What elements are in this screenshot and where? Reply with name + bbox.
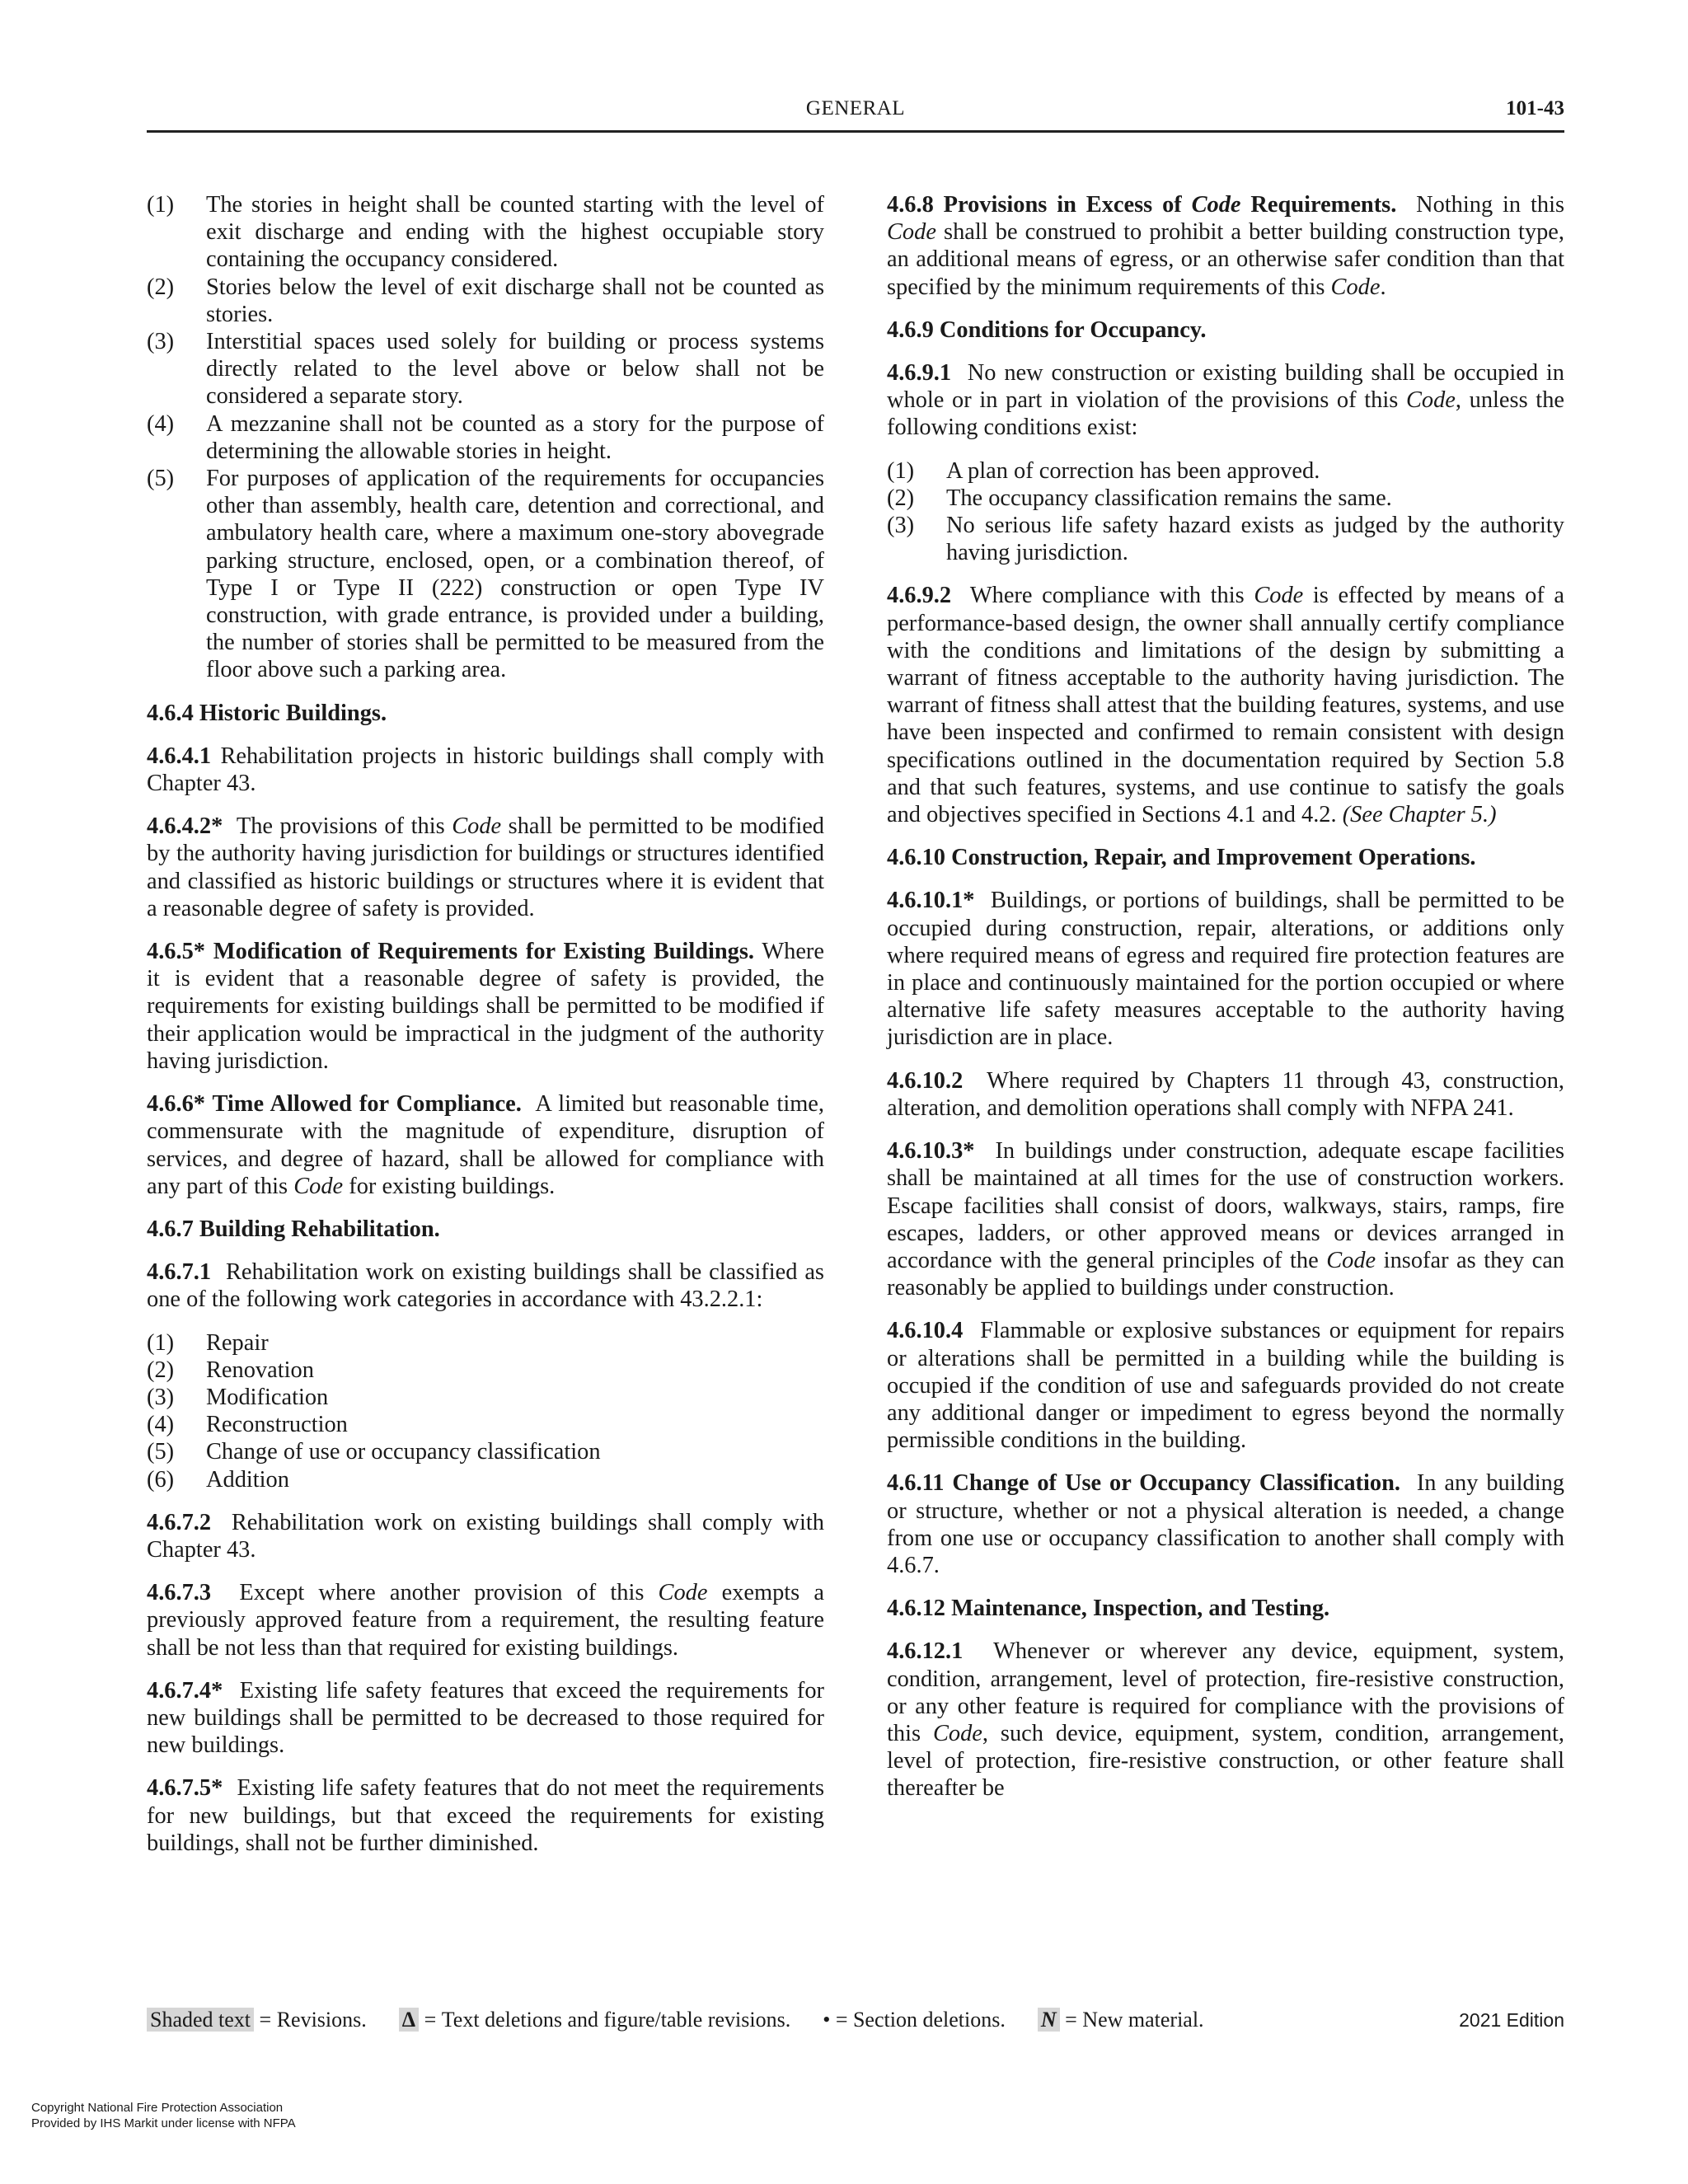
para-4-6-12-1: 4.6.12.1 Whenever or wherever any device, equipment, system, condition, arrangement, level of protection, fire-resistive construction, or any other feature is required for compliance with the provisions of this Code, such device, equipment, system, condition, arrangement, level of protection, fire-resistive construction, or other feature shall thereafter be — [887, 1638, 1564, 1802]
right-column — [887, 191, 1564, 1818]
para-4-6-4-2: 4.6.4.2* The provisions of this Code shall be permitted to be modified by the authority having jurisdiction for buildings or structures identified and classified as historic buildings or structures where it is evident that a reasonable degree of safety is provided. — [147, 813, 824, 921]
heading-4-6-7: 4.6.7 Building Rehabilitation. — [147, 1216, 440, 1242]
list-item — [147, 1329, 824, 1357]
para-4-6-7-2: 4.6.7.2 Rehabilitation work on existing buildings shall comply with Chapter 43. — [147, 1509, 824, 1563]
para-4-6-10-2: 4.6.10.2 Where required by Chapters 11 through 43, construction, alteration, and demolition operations shall comply with NFPA 241. — [887, 1067, 1564, 1121]
copyright-notice: Copyright National Fire Protection Association Provided by IHS Markit under license with NFPA — [31, 2101, 296, 2130]
para-4-6-7-3: 4.6.7.3 Except where another provision of this Code exempts a previously approved feature from a requirement, the resulting feature shall be not less than that required for existing buildings. — [147, 1580, 824, 1661]
list-item-text: A mezzanine shall not be counted as a story for the purpose of determining the allowable stories in height. — [206, 410, 824, 464]
list-item-number: (5) — [147, 466, 175, 492]
list-item-number: (1) — [147, 1329, 175, 1356]
para-4-6-9-1: 4.6.9.1 No new construction or existing building shall be occupied in whole or in part in violation of the provisions of this Code, unless the following conditions exist: — [887, 360, 1564, 441]
list-item-number: (3) — [147, 329, 175, 355]
heading-4-6-10: 4.6.10 Construction, Repair, and Improvement Operations. — [887, 845, 1476, 871]
new-material-icon: N — [1038, 2008, 1060, 2032]
heading-4-6-4: 4.6.4 Historic Buildings. — [147, 700, 387, 726]
para-4-6-10-4: 4.6.10.4 Flammable or explosive substances or equipment for repairs or alterations shall be permitted in a building while the building is occupied if the condition of use and safeguards provided do not create any additional danger or impediment to egress beyond the normally permissible conditions in the building. — [887, 1318, 1564, 1454]
list-item-text: For purposes of application of the requirements for occupancies other than assembly, health care, detention and correctional, and ambulatory health care, where a maximum one-story abovegrade parking structure, enclosed, open, or a combination thereof, of Type I or Type II (222) construction or open Type IV construction, with grade entrance, is provided under a building, the number of stories shall be permitted to be measured from the floor above such a parking area. — [206, 466, 824, 683]
list-item-text: Reconstruction — [206, 1412, 348, 1438]
list-item-text: No serious life safety hazard exists as judged by the authority having jurisdiction. — [946, 513, 1564, 566]
para-4-6-10-1: 4.6.10.1* Buildings, or portions of buildings, shall be permitted to be occupied during construction, repair, alterations, or additions only where required means of egress and required fire protection features are in place and continuously maintained for the portion occupied or where alternative life safety measures acceptable to the authority having jurisdiction are in place. — [887, 888, 1564, 1051]
para-4-6-6: 4.6.6* Time Allowed for Compliance. A limited but reasonable time, commensurate with the magnitude of expenditure, disruption of services, and degree of hazard, shall be allowed for compliance with any part of this Code for existing buildings. — [147, 1091, 824, 1199]
list-item-number: (2) — [887, 485, 915, 511]
list-item-number: (3) — [147, 1384, 175, 1410]
list-item — [147, 1466, 824, 1493]
list-item-text: The occupancy classification remains the same. — [946, 485, 1392, 511]
list-item-text: Addition — [206, 1466, 289, 1493]
para-4-6-10-3: 4.6.10.3* In buildings under construction, adequate escape facilities shall be maintained at all times for the use of construction workers. Escape facilities shall consist of doors, walkways, stairs, ramps, fire escapes, ladders, or other approved means or devices arranged in accordance with the general principles of the Code insofar as they can reasonably be applied to buildings under construction. — [887, 1138, 1565, 1301]
list-item — [147, 410, 824, 465]
list-item-text: The stories in height shall be counted starting with the level of exit discharge and ending with the highest occupiable story containing the occupancy considered. — [206, 192, 824, 273]
list-item — [147, 274, 824, 328]
work-categories-list — [147, 1329, 824, 1493]
list-item-text: Repair — [206, 1329, 269, 1356]
list-item — [887, 457, 1564, 485]
para-4-6-7-1: 4.6.7.1 Rehabilitation work on existing buildings shall be classified as one of the following work categories in accordance with 43.2.2.1: — [147, 1259, 824, 1313]
list-item — [147, 191, 824, 274]
running-header — [147, 97, 1564, 133]
list-item-text: A plan of correction has been approved. — [946, 457, 1320, 484]
heading-4-6-9: 4.6.9 Conditions for Occupancy. — [887, 316, 1207, 343]
list-item — [147, 1384, 824, 1411]
list-item — [147, 328, 824, 410]
header-page-number: 101-43 — [1506, 97, 1564, 120]
list-item — [887, 485, 1564, 512]
list-item — [147, 1357, 824, 1384]
para-4-6-7-5: 4.6.7.5* Existing life safety features that do not meet the requirements for new buildings, but that exceed the requirements for existing buildings, shall not be further diminished. — [147, 1775, 824, 1856]
para-4-6-9-2: 4.6.9.2 Where compliance with this Code is effected by means of a performance-based design, the owner shall annually certify compliance with the conditions and limitations of the design by submitting a warrant of fitness acceptable to the authority having jurisdiction. The warrant of fitness shall attest that the building features, systems, and use have been inspected and confirmed to remain consistent with design specifications outlined in the documentation required by Section 5.8 and that such features, systems, and use continue to satisfy the goals and objectives specified in Sections 4.1 and 4.2. (See Chapter 5.) — [887, 583, 1565, 828]
list-item-number: (6) — [147, 1466, 175, 1493]
list-item — [147, 1438, 824, 1465]
list-item — [147, 1411, 824, 1438]
bullet-icon: • — [823, 2008, 831, 2032]
list-item — [887, 512, 1564, 566]
list-item-text: Modification — [206, 1384, 329, 1410]
list-item-number: (1) — [147, 192, 175, 218]
list-item-text: Stories below the level of exit discharge shall not be counted as stories. — [206, 274, 824, 327]
edition-label: 2021 Edition — [1459, 2009, 1564, 2031]
list-item-number: (4) — [147, 1412, 175, 1438]
delta-icon: Δ — [399, 2008, 419, 2032]
shaded-text-sample: Shaded text — [147, 2008, 254, 2032]
story-counting-list — [147, 191, 824, 684]
list-item-text: Change of use or occupancy classification — [206, 1439, 601, 1465]
revision-legend: Shaded text = Revisions. Δ = Text deletions and figure/table revisions. • = Section deletions. N = New material. — [147, 2008, 1204, 2032]
para-4-6-7-4: 4.6.7.4* Existing life safety features that exceed the requirements for new buildings shall be permitted to be decreased to those required for new buildings. — [147, 1677, 824, 1759]
list-item — [147, 465, 824, 684]
para-4-6-8: 4.6.8 Provisions in Excess of Code Requirements. Nothing in this Code shall be construed to prohibit a better building construction type, an additional means of egress, or an otherwise safer condition than that specified by the minimum requirements of this Code. — [887, 192, 1565, 300]
para-4-6-11: 4.6.11 Change of Use or Occupancy Classification. In any building or structure, whether or not a physical alteration is needed, a change from one use or occupancy classification to another shall comply with 4.6.7. — [887, 1470, 1564, 1578]
list-item-number: (5) — [147, 1439, 175, 1465]
left-column — [147, 191, 824, 1872]
para-4-6-5: 4.6.5* Modification of Requirements for Existing Buildings. Where it is evident that a reasonable degree of safety is provided, the requirements for existing buildings shall be permitted to be modified if their application would be impractical in the judgment of the authority having jurisdiction. — [147, 939, 824, 1074]
list-item-number: (2) — [147, 1357, 175, 1383]
list-item-number: (2) — [147, 274, 175, 300]
list-item-number: (3) — [887, 513, 915, 539]
heading-4-6-12: 4.6.12 Maintenance, Inspection, and Testing. — [887, 1596, 1330, 1622]
list-item-text: Renovation — [206, 1357, 314, 1383]
occupancy-conditions-list — [887, 457, 1564, 567]
para-4-6-4-1: 4.6.4.1 Rehabilitation projects in historic buildings shall comply with Chapter 43. — [147, 743, 824, 797]
list-item-number: (1) — [887, 457, 915, 484]
header-section-title: GENERAL — [805, 97, 906, 120]
list-item-text: Interstitial spaces used solely for building or process systems directly related to the level above or below shall not be considered a separate story. — [206, 329, 824, 410]
list-item-number: (4) — [147, 410, 175, 437]
